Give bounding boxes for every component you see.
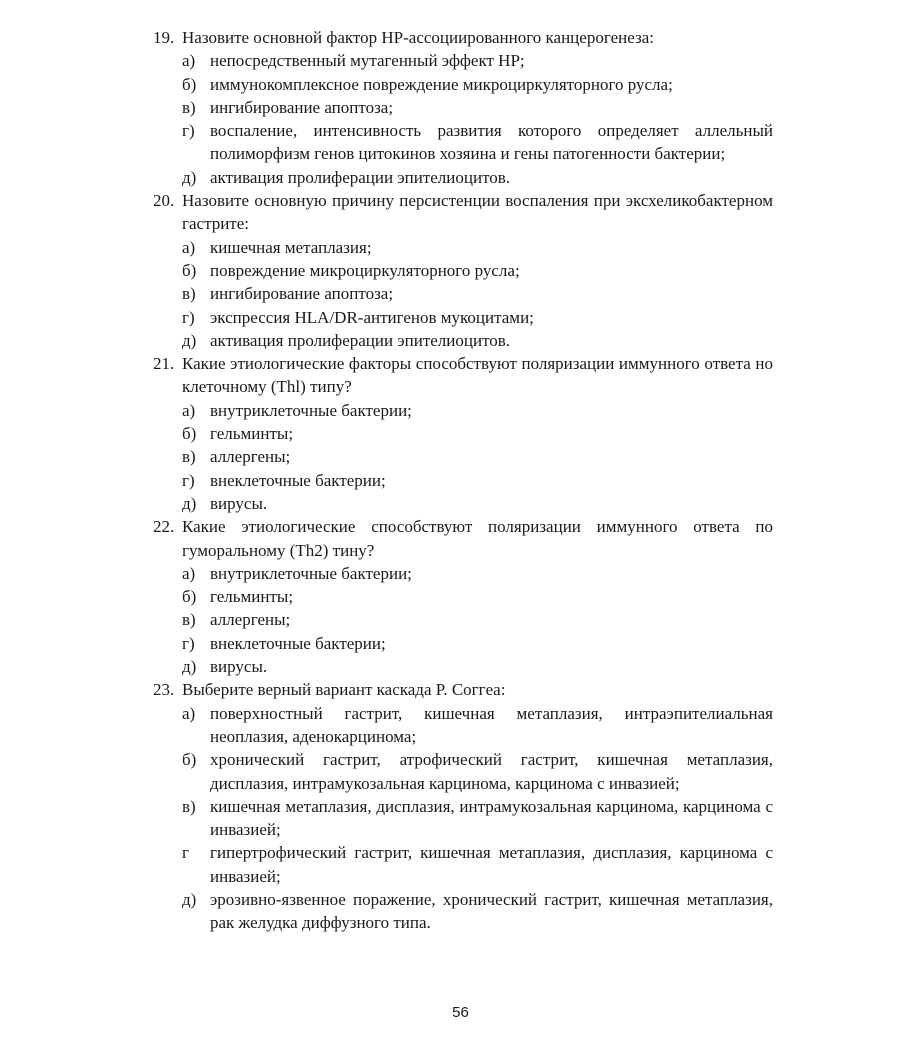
option-label: г) xyxy=(182,121,195,141)
option-label: б) xyxy=(182,750,197,770)
option-label: б) xyxy=(182,587,197,607)
option-label: д) xyxy=(182,167,197,187)
answer-option xyxy=(153,562,773,585)
question-number: 22. xyxy=(153,517,175,537)
option-text: внеклеточные бактерии; xyxy=(210,470,386,490)
question-23 xyxy=(153,678,773,701)
option-text: кишечная метаплазия, дисплазия, интрамукозальная карцинома, карцинома с инвазией; xyxy=(210,796,773,840)
answer-option xyxy=(153,282,773,305)
option-text: аллергены; xyxy=(210,610,291,630)
answer-option xyxy=(153,632,773,655)
option-text: эрозивно-язвенное поражение, хронический гастрит, кишечная метаплазия, рак желудка диффузного типа. xyxy=(210,889,773,933)
option-text: вирусы. xyxy=(210,657,268,677)
option-text: хронический гастрит, атрофический гастрит, кишечная метаплазия, дисплазия, интрамукозальная карцинома, карцинома с инвазией; xyxy=(210,750,773,793)
answer-option xyxy=(153,306,773,329)
question-number: 19. xyxy=(153,28,175,47)
option-text: непосредственный мутагенный эффект HP; xyxy=(210,51,525,71)
answer-option xyxy=(153,469,773,492)
question-19 xyxy=(153,26,773,49)
answer-option xyxy=(153,236,773,259)
question-21 xyxy=(153,352,773,399)
answer-option xyxy=(153,399,773,422)
question-text: Какие этиологические способствуют поляризации иммунного ответа по гуморальному (Th2) тину? xyxy=(182,517,773,560)
option-text: аллергены; xyxy=(210,447,291,467)
page-number: 56 xyxy=(452,1004,469,1021)
answer-option xyxy=(153,96,773,119)
option-label: г xyxy=(182,843,189,863)
option-text: гельминты; xyxy=(210,587,294,607)
answer-option xyxy=(153,702,773,749)
question-number: 20. xyxy=(153,191,175,211)
option-text: воспаление, интенсивность развития которого определяет аллельный полиморфизм генов цитокинов хозяина и гены патогенности бактерии; xyxy=(210,121,773,164)
option-text: активация пролиферации эпителиоцитов. xyxy=(210,167,511,187)
option-text: внутриклеточные бактерии; xyxy=(210,563,412,583)
option-label: б) xyxy=(182,424,197,444)
option-label: а) xyxy=(182,563,196,583)
option-label: г) xyxy=(182,307,195,327)
option-text: кишечная метаплазия; xyxy=(210,237,372,257)
option-label: д) xyxy=(182,657,197,677)
option-label: а) xyxy=(182,237,196,257)
answer-option xyxy=(153,119,773,166)
option-label: б) xyxy=(182,74,197,94)
answer-option xyxy=(153,608,773,631)
question-number: 21. xyxy=(153,354,175,374)
option-text: внутриклеточные бактерии; xyxy=(210,400,412,420)
option-label: в) xyxy=(182,796,196,816)
answer-option xyxy=(153,73,773,96)
question-20 xyxy=(153,189,773,236)
document-page xyxy=(153,26,773,935)
option-label: б) xyxy=(182,260,197,280)
answer-option xyxy=(153,166,773,189)
option-label: д) xyxy=(182,889,197,909)
answer-option xyxy=(153,329,773,352)
answer-option xyxy=(153,841,773,888)
answer-option xyxy=(153,492,773,515)
answer-option xyxy=(153,259,773,282)
question-text: Назовите основной фактор HP-ассоциированного канцерогенеза: xyxy=(182,28,654,47)
question-22 xyxy=(153,515,773,562)
question-text: Назовите основную причину персистенции воспаления при эксхеликобактерном гастрите: xyxy=(182,191,773,234)
option-text: экспрессия HLA/DR-антигенов мукоцитами; xyxy=(210,307,534,327)
option-text: иммунокомплексное повреждение микроциркуляторного русла; xyxy=(210,74,673,94)
answer-option xyxy=(153,422,773,445)
answer-option xyxy=(153,49,773,72)
option-text: гипертрофический гастрит, кишечная метаплазия, дисплазия, карцинома с инвазией; xyxy=(210,843,773,886)
option-label: г) xyxy=(182,470,195,490)
option-text: повреждение микроциркуляторного русла; xyxy=(210,260,520,280)
answer-option xyxy=(153,585,773,608)
answer-option xyxy=(153,795,773,842)
option-label: д) xyxy=(182,493,197,513)
answer-option xyxy=(153,655,773,678)
answer-option xyxy=(153,748,773,795)
option-text: внеклеточные бактерии; xyxy=(210,633,386,653)
option-label: а) xyxy=(182,51,196,71)
option-label: а) xyxy=(182,703,196,723)
option-label: а) xyxy=(182,400,196,420)
option-text: ингибирование апоптоза; xyxy=(210,97,394,117)
option-label: в) xyxy=(182,284,196,304)
option-label: г) xyxy=(182,633,195,653)
option-text: вирусы. xyxy=(210,493,268,513)
question-text: Какие этиологические факторы способствуют поляризации иммунного ответа но клеточному (Thl) типу? xyxy=(182,354,773,397)
option-label: д) xyxy=(182,330,197,350)
option-text: ингибирование апоптоза; xyxy=(210,284,394,304)
option-text: поверхностный гастрит, кишечная метаплазия, интраэпителиальная неоплазия, аденокарцинома; xyxy=(210,703,773,746)
option-label: в) xyxy=(182,447,196,467)
answer-option xyxy=(153,888,773,935)
answer-option xyxy=(153,445,773,468)
option-label: в) xyxy=(182,610,196,630)
option-label: в) xyxy=(182,97,196,117)
option-text: активация пролиферации эпителиоцитов. xyxy=(210,330,511,350)
question-text: Выберите верный вариант каскада P. Coггea: xyxy=(182,680,506,700)
question-number: 23. xyxy=(153,680,175,700)
option-text: гельминты; xyxy=(210,424,294,444)
